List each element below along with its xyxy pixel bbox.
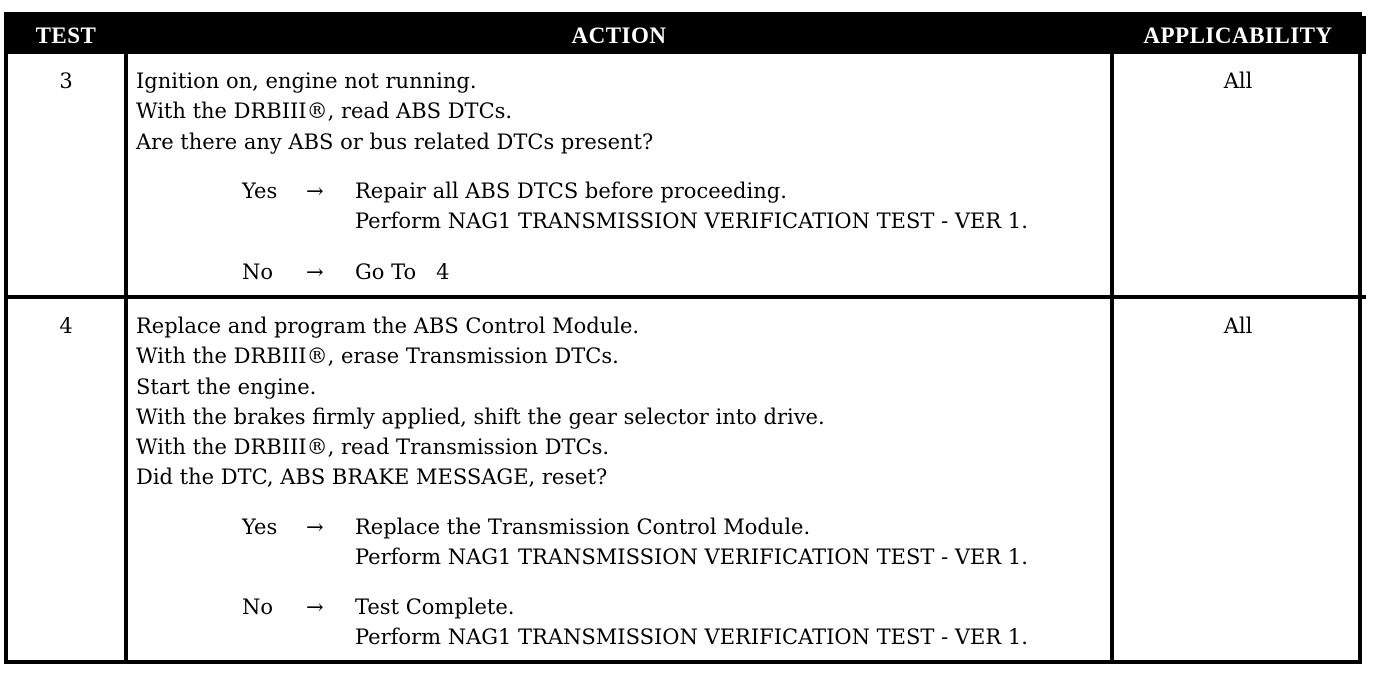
action-line: Did the DTC, ABS BRAKE MESSAGE, reset? — [136, 465, 608, 490]
result-line: Go To 4 — [355, 260, 450, 284]
right-arrow-icon: → — [306, 179, 324, 203]
action-line: With the DRBIII®, erase Transmission DTCs. — [136, 344, 619, 369]
result-line: Replace the Transmission Control Module. — [355, 515, 811, 539]
test-number: 3 — [59, 69, 73, 93]
action-line: With the brakes firmly applied, shift the gear selector into drive. — [136, 404, 825, 429]
table-header — [8, 16, 1366, 54]
action-line: Ignition on, engine not running. — [136, 69, 477, 93]
result-text — [355, 257, 450, 287]
result-line: Perform NAG1 TRANSMISSION VERIFICATION TEST - VER 1. — [355, 625, 1028, 650]
row-divider — [8, 295, 1366, 299]
right-arrow-icon: → — [306, 515, 324, 539]
result-text — [355, 592, 1028, 653]
action-instructions — [136, 311, 825, 493]
action-line: With the DRBIII®, read ABS DTCs. — [136, 99, 513, 124]
action-line: Replace and program the ABS Control Module. — [136, 314, 640, 338]
result-label: No — [242, 595, 274, 619]
result-label: Yes — [242, 179, 278, 203]
action-line: Start the engine. — [136, 374, 317, 399]
applicability-value: All — [1223, 314, 1253, 338]
action-line: Are there any ABS or bus related DTCs present? — [136, 129, 654, 154]
action-line: With the DRBIII®, read Transmission DTCs. — [136, 435, 610, 460]
result-line: Perform NAG1 TRANSMISSION VERIFICATION TEST - VER 1. — [355, 209, 1028, 234]
header-applicability: APPLICABILITY — [1143, 23, 1333, 48]
result-line: Perform NAG1 TRANSMISSION VERIFICATION TEST - VER 1. — [355, 545, 1028, 570]
test-number: 4 — [59, 314, 73, 338]
result-text — [355, 512, 1028, 573]
applicability-value: All — [1223, 69, 1253, 93]
diagnostic-test-table — [4, 12, 1362, 664]
result-text — [355, 176, 1028, 237]
header-test: TEST — [35, 23, 97, 48]
result-label: No — [242, 260, 274, 284]
right-arrow-icon: → — [306, 260, 324, 284]
header-action: ACTION — [571, 23, 667, 48]
column-divider-action — [1110, 54, 1114, 664]
result-line: Repair all ABS DTCS before proceeding. — [355, 179, 787, 203]
column-divider-test — [124, 54, 128, 664]
right-arrow-icon: → — [306, 595, 324, 619]
result-line: Test Complete. — [355, 595, 515, 619]
result-label: Yes — [242, 515, 278, 539]
action-instructions — [136, 66, 653, 157]
